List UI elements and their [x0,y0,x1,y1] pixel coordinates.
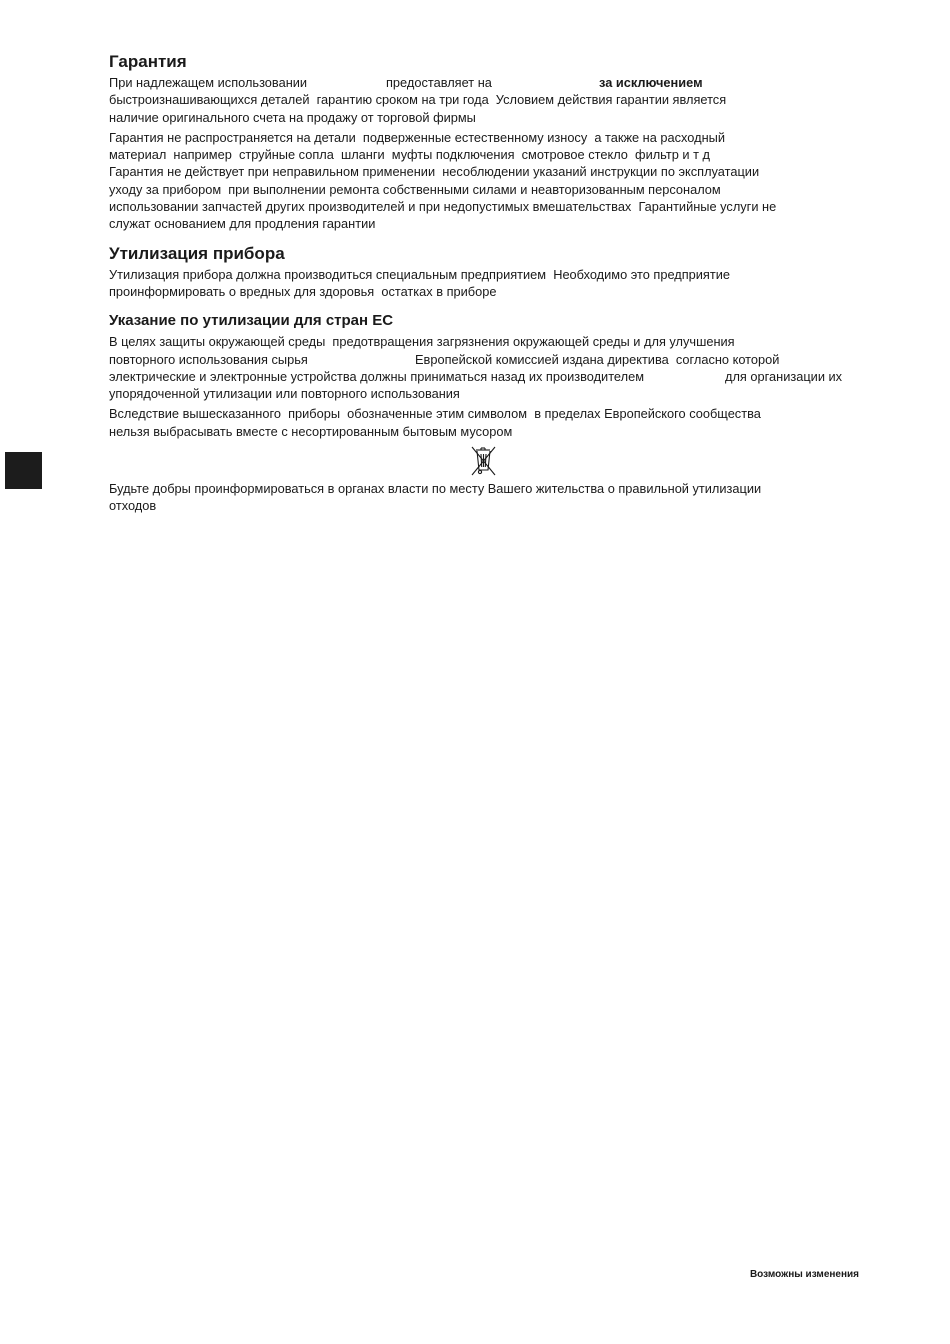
text-line: использовании запчастей других производителей и при недопустимых вмешательствах Гарантийные услуги не [109,199,777,215]
eu-disposal-heading: Указание по утилизации для стран ЕС [109,312,394,330]
warranty-first-line [109,74,869,91]
text-line: нельзя выбрасывать вместе с несортированным бытовым мусором [109,423,513,439]
warranty-heading: Гарантия [109,52,187,71]
text-line: проинформировать о вредных для здоровья остатках в приборе [109,283,497,299]
crossed-out-wheelie-bin-icon [468,444,500,477]
eu-line-3-part2: для организации их [725,368,843,384]
text-line: служат основанием для продления гарантии [109,216,376,232]
text-line: быстроизнашивающихся деталей гарантию сроком на три года Условием действия гарантии является [109,92,727,108]
eu-line-3-part1: электрические и электронные устройства должны приниматься назад их производителем [109,368,644,384]
text-line: уходу за прибором при выполнении ремонта собственными силами и неавторизованным персоналом [109,181,721,197]
document-content [109,52,869,515]
text-line: Будьте добры проинформироваться в органах власти по месту Вашего жительства о правильной утилизации [109,481,762,497]
warranty-first-line-bold: за исключением [599,75,703,90]
eu-line-2 [109,351,869,368]
text-line: Гарантия не распространяется на детали подверженные естественному износу а также на расходный [109,129,726,145]
text-line: упорядоченной утилизации или повторного использования [109,386,460,402]
disposal-heading: Утилизация прибора [109,243,285,263]
warranty-first-line-part2: предоставляет на [386,75,492,90]
footer-note: Возможны изменения [749,1269,859,1280]
page-edge-tab [5,452,42,489]
eu-line-2-part2: Европейской комиссией издана директива согласно которой [415,351,780,367]
warranty-first-line-part1: При надлежащем использовании [109,75,308,90]
text-line: Гарантия не действует при неправильном применении несоблюдении указаний инструкции по эксплуатации [109,164,760,180]
text-line: отходов [109,498,157,514]
eu-line-3 [109,368,869,385]
text-line: В целях защиты окружающей среды предотвращения загрязнения окружающей среды и для улучшения [109,334,735,350]
weee-symbol-container [109,444,869,479]
text-line: Вследствие вышесказанного приборы обозначенные этим символом в пределах Европейского сообщества [109,406,761,422]
eu-line-2-part1: повторного использования сырья [109,351,308,367]
text-line: Утилизация прибора должна производиться специальным предприятием Необходимо это предприятие [109,266,730,282]
text-line: наличие оригинального счета на продажу от торговой фирмы [109,109,476,125]
text-line: материал например струйные сопла шланги муфты подключения смотровое стекло фильтр и т д [109,147,710,163]
